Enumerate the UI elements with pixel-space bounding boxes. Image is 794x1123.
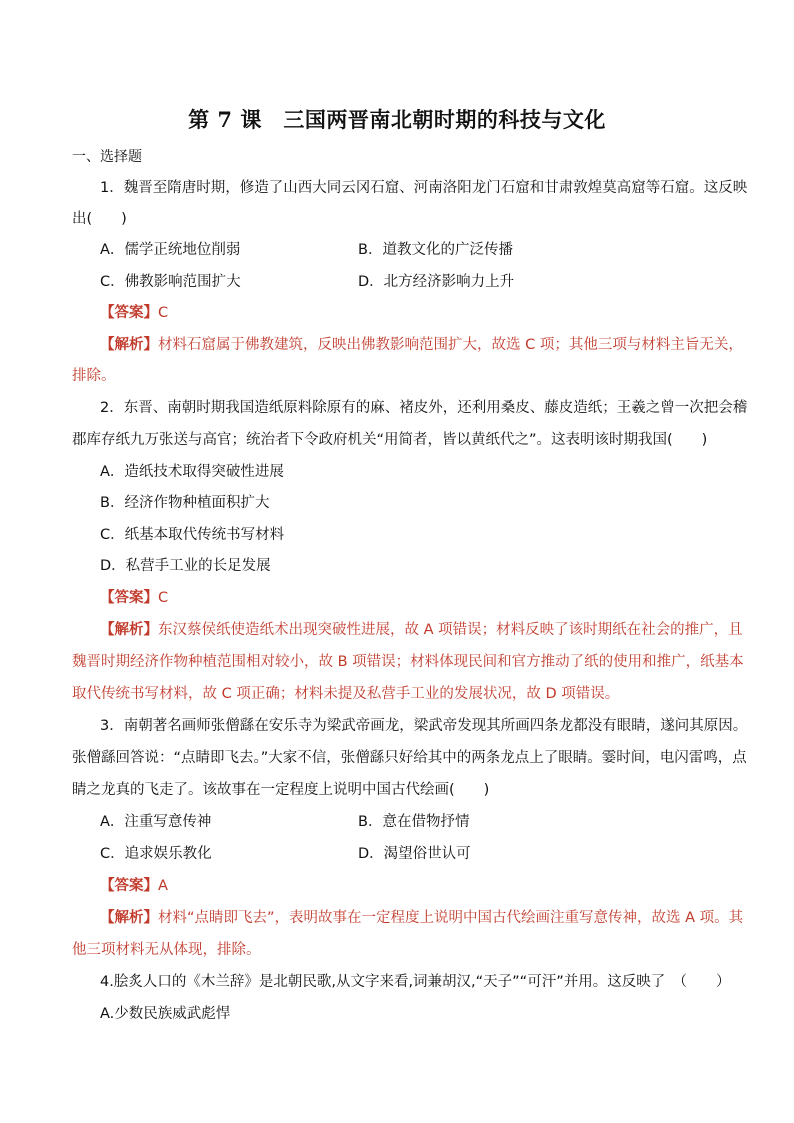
answer-value: C (158, 590, 169, 606)
page-title: 第 7 课 三国两晋南北朝时期的科技与文化 (188, 107, 606, 132)
analysis-text: 材料“点睛即飞去”，表明故事在一定程度上说明中国古代绘画注重写意传神，故选 A 项。其 (158, 910, 744, 926)
q1-option-c: C．佛教影响范围扩大 (100, 274, 241, 290)
q2-option-c: C．纸基本取代传统书写材料 (100, 527, 285, 543)
answer-tag: 【答案】 (100, 878, 158, 894)
q2-option-a: A．造纸技术取得突破性进展 (100, 464, 284, 480)
answer-tag: 【答案】 (100, 305, 158, 321)
q2-analysis-line1 (100, 620, 752, 640)
section-heading: 一、选择题 (72, 149, 142, 165)
q3-stem-line3: 睛之龙真的飞走了。该故事在一定程度上说明中国古代绘画( ) (72, 782, 490, 798)
q1-analysis-line2: 排除。 (72, 368, 116, 384)
q3-option-b: B．意在借物抒情 (358, 814, 470, 830)
q2-stem-line2: 郡库存纸九万张送与高官；统治者下令政府机关“用简者，皆以黄纸代之”。这表明该时期我国( ) (72, 432, 708, 448)
q1-stem-line2: 出( ) (72, 211, 127, 227)
q3-option-a: A．注重写意传神 (100, 814, 212, 830)
q3-stem-line2: 张僧繇回答说：“点睛即飞去。”大家不信，张僧繇只好给其中的两条龙点上了眼睛。霎时间，电闪雷鸣，点 (72, 750, 747, 766)
q1-option-a: A．儒学正统地位削弱 (100, 242, 241, 258)
q2-analysis-line2: 魏晋时期经济作物种植范围相对较小，故 B 项错误；材料体现民间和官方推动了纸的使用和推广，纸基本 (72, 654, 744, 670)
q3-option-d: D．渴望俗世认可 (358, 846, 471, 862)
q4-option-a: A.少数民族威武彪悍 (100, 1006, 231, 1022)
analysis-tag: 【解析】 (100, 910, 158, 926)
q3-stem-line1: 3．南朝著名画师张僧繇在安乐寺为梁武帝画龙，梁武帝发现其所画四条龙都没有眼睛，遂问其原因。 (100, 718, 748, 734)
q3-analysis-line2: 他三项材料无从体现，排除。 (72, 942, 261, 958)
q2-analysis-line3: 取代传统书写材料，故 C 项正确；材料未提及私营手工业的发展状况，故 D 项错误。 (72, 686, 620, 702)
analysis-tag: 【解析】 (100, 622, 158, 638)
q2-option-d: D．私营手工业的长足发展 (100, 558, 271, 574)
q3-option-c: C．追求娱乐教化 (100, 846, 212, 862)
q3-answer (100, 876, 752, 896)
q2-stem-line1: 2．东晋、南朝时期我国造纸原料除原有的麻、褚皮外，还利用桑皮、藤皮造纸；王羲之曾一次把会稽 (100, 400, 748, 416)
q1-answer (100, 303, 752, 323)
answer-tag: 【答案】 (100, 590, 158, 606)
q2-option-b: B．经济作物种植面积扩大 (100, 495, 270, 511)
q1-option-b: B．道教文化的广泛传播 (358, 242, 513, 258)
analysis-text: 东汉蔡侯纸使造纸术出现突破性进展，故 A 项错误；材料反映了该时期纸在社会的推广，且 (158, 622, 743, 638)
answer-value: C (158, 305, 169, 321)
q3-analysis-line1 (100, 908, 752, 928)
q1-stem-line1: 1．魏晋至隋唐时期，修造了山西大同云冈石窟、河南洛阳龙门石窟和甘肃敦煌莫高窟等石窟。这反映 (100, 180, 748, 196)
q1-analysis-line1 (100, 335, 752, 355)
analysis-tag: 【解析】 (100, 337, 158, 353)
answer-value: A (158, 878, 168, 894)
q1-option-d: D．北方经济影响力上升 (358, 274, 515, 290)
q2-answer (100, 588, 752, 608)
analysis-text: 材料石窟属于佛教建筑，反映出佛教影响范围扩大，故选 C 项；其他三项与材料主旨无关， (158, 337, 743, 353)
q4-stem-line1: 4.脍炙人口的《木兰辞》是北朝民歌,从文字来看,词兼胡汉,“天子”“可汗”并用。这反映了 （ ） (100, 974, 731, 990)
